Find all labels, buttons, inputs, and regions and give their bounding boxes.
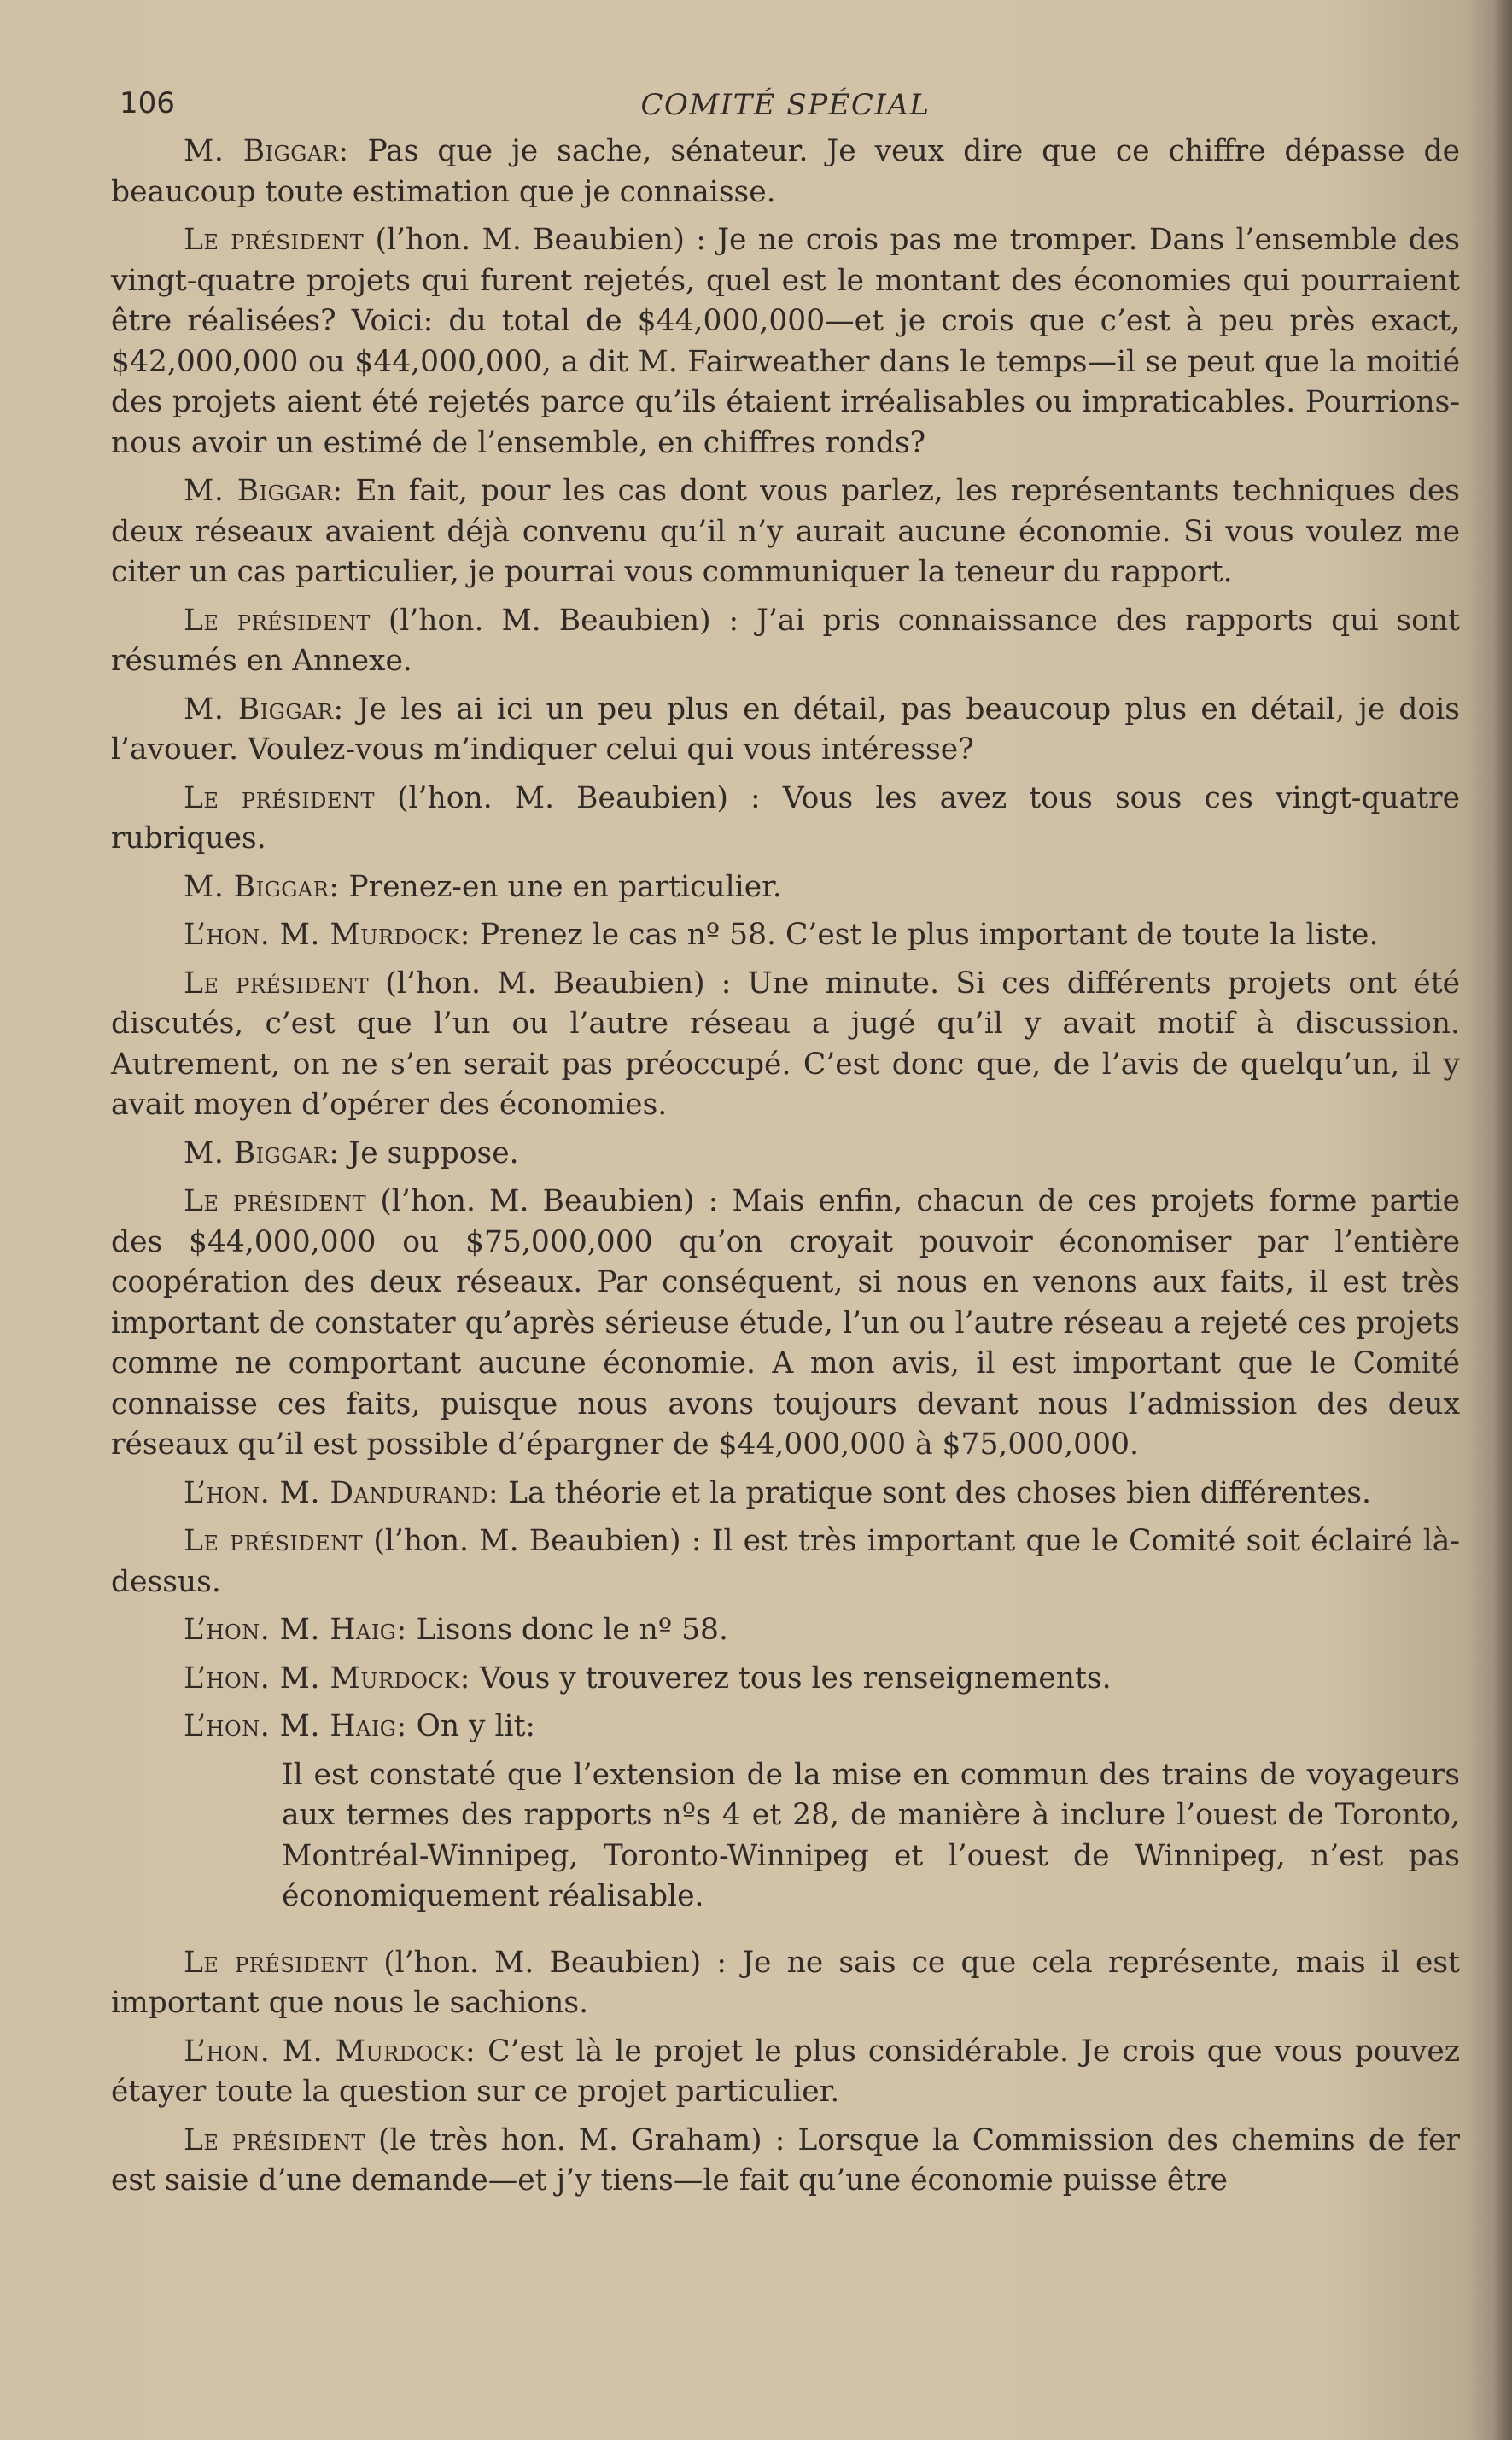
speaker-name: Le président xyxy=(184,780,375,815)
speaker-name: L’hon. M. Murdock: xyxy=(184,918,470,952)
speaker-name: Le président xyxy=(184,1184,367,1218)
page-number: 106 xyxy=(120,86,175,120)
paragraph xyxy=(111,867,1460,908)
page-text xyxy=(111,75,1460,2209)
speech-text: La théorie et la pratique sont des choses bien différentes. xyxy=(499,1475,1371,1510)
speaker-name: L’hon. M. Murdock: xyxy=(184,1661,470,1696)
speaker-name: L’hon. M. Haig: xyxy=(184,1709,407,1743)
speech-text: En fait, pour les cas dont vous parlez, les représentants techniques des deux réseaux avaient déjà convenu qu’il n’y aurait aucune économie. Si vous voulez me citer un cas particulier, je pourrai vous communiquer la teneur du rapport. xyxy=(111,474,1460,589)
speech-text: Lisons donc le nº 58. xyxy=(406,1613,728,1647)
speaker-name: L’hon. M. Dandurand: xyxy=(184,1475,499,1510)
paragraph xyxy=(111,1707,1460,1748)
paragraph xyxy=(111,2121,1460,2202)
speech-text: (l’hon. M. Beaubien) : Je ne sais ce que cela représente, mais il est important que nous le sachions. xyxy=(111,1945,1460,2020)
running-title: COMITÉ SPÉCIAL xyxy=(640,88,931,122)
speaker-name: M. Biggar: xyxy=(184,692,344,727)
speech-text: C’est là le projet le plus considérable. Je crois que vous pouvez étayer toute la question sur ce projet particulier. xyxy=(111,2034,1461,2109)
speech-text: (l’hon. M. Beaubien) : Je ne crois pas me tromper. Dans l’ensemble des vingt-quatre projets qui furent rejetés, quel est le montant des économies qui pourraient être réalisées? Voici: du total de $44,000,000—et je crois que c’est à peu près exact, $42,000,000 ou $44,000,000, a dit M. Fairweather dans le temps—il se peut que la moitié des projets aient été rejetés parce qu’ils étaient irréalisables ou impraticables. Pourrions-nous avoir un estimé de l’ensemble, en chiffres ronds? xyxy=(111,223,1461,460)
paragraph xyxy=(111,1182,1460,1466)
paragraph xyxy=(111,690,1460,771)
paragraph xyxy=(111,1610,1460,1651)
paragraph xyxy=(111,1943,1460,2024)
paragraph xyxy=(111,1134,1460,1175)
paragraph xyxy=(111,1659,1460,1700)
speaker-name: Le président xyxy=(184,2122,365,2157)
speaker-name: M. Biggar: xyxy=(184,1135,340,1170)
paragraph xyxy=(111,220,1460,464)
speech-text: (le très hon. M. Graham) : Lorsque la Commission des chemins de fer est saisie d’une demande—et j’y tiens—le fait qu’une économie puisse être xyxy=(111,2122,1460,2198)
speech-text: (l’hon. M. Beaubien) : Vous les avez tous sous ces vingt-quatre rubriques. xyxy=(111,780,1461,855)
speaker-name: Le président xyxy=(184,1945,369,1980)
speech-text: Je les ai ici un peu plus en détail, pas beaucoup plus en détail, je dois l’avouer. Voulez-vous m’indiquer celui qui vous intéresse? xyxy=(111,692,1460,767)
speech-text: On y lit: xyxy=(406,1709,536,1743)
paragraph xyxy=(111,779,1460,860)
speaker-name: Le président xyxy=(184,603,371,638)
paragraph xyxy=(111,131,1460,213)
speaker-name: L’hon. M. Haig: xyxy=(184,1613,407,1647)
paragraph xyxy=(111,964,1460,1126)
speaker-name: M. Biggar: xyxy=(184,134,349,168)
speech-text: Vous y trouverez tous les renseignements. xyxy=(470,1661,1112,1696)
speaker-name: Le président xyxy=(184,1524,364,1558)
paragraph xyxy=(111,471,1460,593)
speech-text: Je suppose. xyxy=(339,1135,519,1170)
speaker-name: M. Biggar: xyxy=(184,869,340,904)
paragraph xyxy=(111,601,1460,682)
page-edge-shadow xyxy=(1493,0,1512,2440)
paragraph xyxy=(111,1521,1460,1602)
paragraph xyxy=(111,1474,1460,1515)
block-quote: Il est constaté que l’extension de la mise en commun des trains de voyageurs aux termes des rapports nºs 4 et 28, de manière à inclure l’ouest de Toronto, Montréal-Winnipeg, Toronto-Winnipeg et l’ouest de Winnipeg, n’est pas économiquement réalisable. xyxy=(282,1757,1460,1913)
speech-text: Pas que je sache, sénateur. Je veux dire que ce chiffre dépasse de beaucoup toute estimation que je connaisse. xyxy=(111,134,1460,209)
running-header xyxy=(111,75,1460,126)
speaker-name: M. Biggar: xyxy=(184,474,343,508)
speech-text: (l’hon. M. Beaubien) : Une minute. Si ces différents projets ont été discutés, c’est que l’un ou l’autre réseau a jugé qu’il y avait motif à discussion. Autrement, on ne s’en serait pas préoccupé. C’est donc que, de l’avis de quelqu’un, il y avait moyen d’opérer des économies. xyxy=(111,966,1460,1122)
speaker-name: L’hon. M. Murdock: xyxy=(184,2034,476,2069)
paragraph xyxy=(111,915,1460,956)
speech-text: (l’hon. M. Beaubien) : J’ai pris connaissance des rapports qui sont résumés en Annexe. xyxy=(111,603,1460,678)
speech-text: Prenez-en une en particulier. xyxy=(339,869,782,904)
speaker-name: Le président xyxy=(184,966,370,1001)
speech-text: Prenez le cas nº 58. C’est le plus important de toute la liste. xyxy=(470,918,1379,952)
speaker-name: Le président xyxy=(184,223,365,257)
speech-text: (l’hon. M. Beaubien) : Mais enfin, chacun de ces projets forme partie des $44,000,000 ou $75,000,000 qu’on croyait pouvoir économiser par l’entière coopération des deux réseaux. Par conséquent, si nous en venons aux faits, il est très important de constater qu’après sérieuse étude, l’un ou l’autre réseau a rejeté ces projets comme ne comportant aucune économie. A mon avis, il est important que le Comité connaisse ces faits, puisque nous avons toujours devant nous l’admission des deux réseaux qu’il est possible d’épargner de $44,000,000 à $75,000,000. xyxy=(111,1184,1460,1462)
paragraph xyxy=(111,2032,1460,2113)
speech-text: (l’hon. M. Beaubien) : Il est très important que le Comité soit éclairé là-dessus. xyxy=(111,1524,1461,1599)
